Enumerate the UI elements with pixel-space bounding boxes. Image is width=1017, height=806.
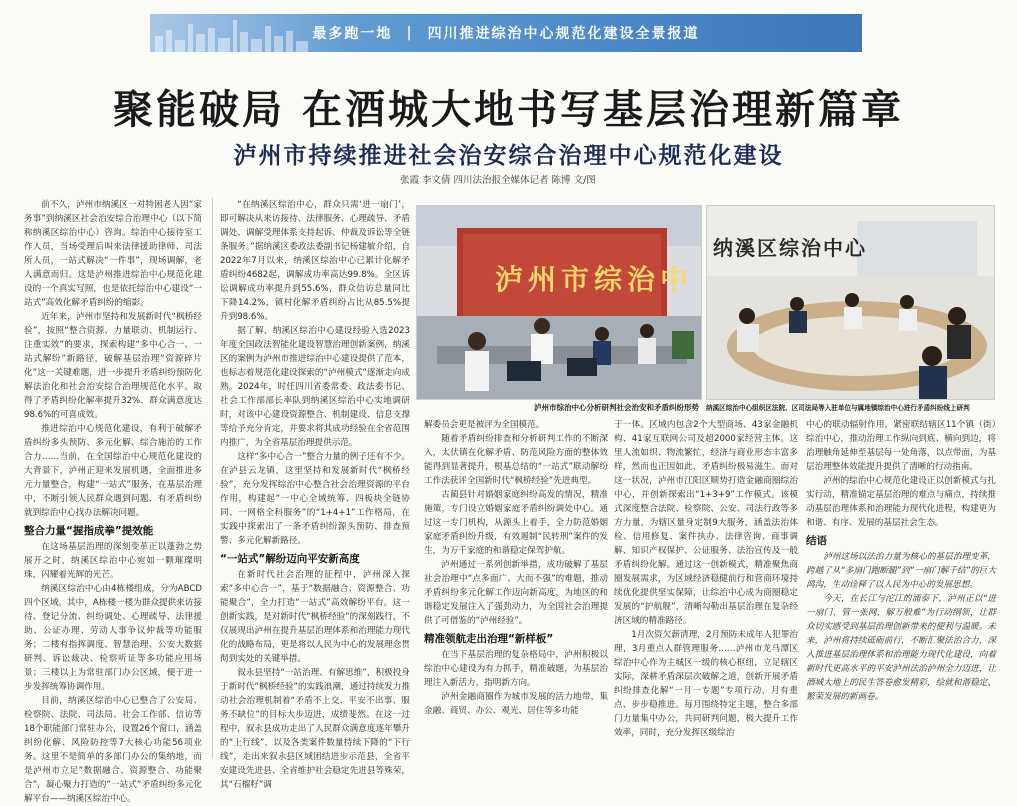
- article-column-2: [220, 198, 410, 790]
- photo-right-sign: 纳溪区综治中心: [713, 236, 867, 260]
- article-column-1: [24, 198, 202, 804]
- paragraph: 泸州通过一系列创新举措，成功破解了基层社会治理中“点多面广、大而不强”的难题，推动矛盾纠纷多元化解工作迈向新高度，为地区的和谐稳定发展注入了强劲动力，为全国社会治理提供了可借鉴的“泸州经验”。: [424, 560, 608, 626]
- photo-right-caption: 纳溪区综治中心组织区法院、区司法局等入驻单位与属地镇综治中心进行矛盾纠纷线上研判: [706, 404, 970, 412]
- meeting-photo-image: [417, 206, 701, 399]
- paragraph: “在纳溪区综治中心，群众只需‘进一扇门’，即可解决从来访接待、法律服务、心理疏导、矛盾调处、调解受理体系支持起诉、仲裁及诉讼等全链条服务。”据纳溪区委政法委副书记杨建敏介绍，自2022年7月以来，纳溪区综治中心已累计化解矛盾纠纷4682起，调解成功率高达99.8%。全区诉讼调解成功率提升到55.6%，群众信访总量同比下降14.2%，镇村化解矛盾纠纷占比从85.5%提升到98.6%。: [220, 200, 410, 322]
- paragraph: 在这场基层治理的深刻变革正以蓬勃之势展开之时，纳溪区综治中心宛如一颗璀璨明珠，闪耀着光辉的光芒。: [24, 542, 202, 580]
- column-divider: [212, 198, 213, 758]
- paragraph: 叙永县坚持“一站治理、有解思维”，积极投身于新时代“枫桥经验”的实践浪潮，通过持续发力推动社会治理机制着“矛盾不上交、平安不出事、服务不缺位”的目标大步迈进，成绩斐然。在这一过程中，叙永县成功走出了人民群众满意度逐年攀升的“上行线”，以及各类案件数量持续下降的“下行线”，走出来叙永县区域团结进步示范县，全省平安建设先进县、全省维护社会稳定先进县等殊荣，其“石榴籽”调: [220, 668, 410, 790]
- paragraph: 泸州这场以法治力量为核心的基层治理变革，跨越了从“多扇门跑断腿”到“一扇门解千结”的巨大鸿沟，生动诠释了以人民为中心的发展思想。: [806, 552, 996, 590]
- paragraph: 泸州的综治中心规范化建设正以创新模式与扎实行动，精准锚定基层治理的难点与痛点，持续推动基层治理体系和治理能力现代化进程，构建更为和谐、有序、发展的基层社会生态。: [806, 476, 996, 528]
- photo-left-caption: 泸州市综治中心分析研判社会治安和矛盾纠纷形势: [534, 403, 699, 412]
- paragraph: 古蔺县针对婚姻家庭纠纷高发的情况，精准施策，专门设立婚姻家庭矛盾纠纷调处中心。通过这一专门机构，从源头上着手，全力防范婚姻家庭矛盾纠纷升级，有效遏制“民转刑”案件的发生，为万千家庭的和谐稳定保驾护航。: [424, 490, 608, 556]
- paragraph: 1月次资欠薪清理，2月预防未成年人犯罪治理，3月重点人群管理服务……泸州市龙马潭区综治中心作为主城区一级的核心枢纽，立足辖区实际，深耕矛盾深层次破解之道，创新开展矛盾纠纷排查化解“一月一专题”专项行动，月有重点、步步稳推进。每月围绕特定主题，整合多部门力量集中办公，共同研判问题，极大提升工作效率，同时，充分发挥区级综治: [614, 630, 798, 738]
- banner-separator: |: [406, 25, 414, 41]
- article-column-5: [806, 418, 996, 760]
- section-heading: 精准领航走出治理“新样板”: [424, 633, 554, 645]
- headline: 聚能破局 在酒城大地书写基层治理新篇章: [113, 87, 904, 133]
- paragraph: 推进综治中心规范化建设，有利于破解矛盾纠纷多头预防、多元化解、综合施治的工作合力……当前，在全国综治中心规范化建设的大背景下，泸州正迎来发展机遇，全面推进多元力量整合，构建“一站式”服务，在基层治理中，不断引领人民群众遇到问题、有矛盾纠纷就到综治中心找办法解决问题。: [24, 424, 202, 518]
- section-heading: 整合力量“握指成拳”提效能: [24, 525, 154, 537]
- paragraph: 在新时代社会治理的征程中，泸州深入探索“多中心合一”，基于“数据融合、资源整合、功能聚合”，全力打造“一站式”高效解纷平台。这一创新实践，是对新时代“枫桥经验”的深刻践行，不仅展现出泸州在提升基层治理体系和治理能力现代化的战略布局，更是将以人民为中心的发展理念贯彻到实处的关键举措。: [220, 570, 410, 664]
- photo-left-sign: 泸州市综治中: [495, 263, 694, 296]
- paragraph: 这样“多中心合一”整合力量的例子还有不少。在泸县云龙镇，这里坚持和发展新时代“枫桥经验”，充分发挥综治中心整合社会治理资源的平台作用，构建起“一中心全域统筹、四板块全链协同、一网格全科服务”的“1+4+1”工作格局，在实践中探索出了一条矛盾纠纷源头预防、排查预警、多元化解新路径。: [220, 452, 410, 546]
- byline: 张霞 李文倩 四川法治报全媒体记者 陈博 文/图: [400, 175, 596, 186]
- paragraph: 中心的联动辐射作用，紧密联结辖区11个镇（街）综治中心，推动治理工作纵向到底、横向到边，将治理触角延伸至基层每一处角落，以点带面，为基层治理整体效能提升提供了清晰的行动指南。: [806, 420, 996, 472]
- paragraph: 随着矛盾纠纷排查和分析研判工作的不断深入，太伏镇在化解矛盾、防范风险方面的整体效能得到显著提升，根基总结的“一站式”联动解纷工作法获评全国新时代“枫桥经验”先进典型。: [424, 434, 608, 486]
- paragraph: 据了解，纳溪区综治中心建设经验入选2023年度全国政法智能化建设智慧治理创新案例，纳溪区的案例为泸州市推进综治中心建设提供了范本，也标志着规范化建设探索的“泸州模式”逐渐走向成熟。2024年，时任四川省委常委、政法委书记、社会工作部部长率队到纳溪区综治中心实地调研时，对该中心建设资源整合、机制建设、信息支撑等给予充分肯定，并要求将其成功经验在全省范围内推广，为全省基层治理提供示范。: [220, 326, 410, 448]
- paragraph: 于一体。区域内包含2个大型商场、43家金融机构、41家互联网公司及超2000家经营主体。这里人流如织、物流繁忙，经济与商业形态丰富多样，然而也正因如此，矛盾纠纷极易滋生。面对这一状况，泸州市江阳区顺势打造金融商圈综治中心，并创新探索出“1+3+9”工作模式。该模式深度整合法院、检察院、公安、司法行政等多方力量，为辖区量身定制9大服务，涵盖法治体检、信用修复、案件执办、法律咨询、商事调解、知识产权保护、公证服务、法治宣传及一般矛盾纠纷化解。通过这一创新模式，精准聚焦商圈发展需求，为区域经济稳健前行和营商环境持续优化提供坚实保障，让综治中心成为商圈稳定发展的“护航舰”，清晰勾勒出基层治理在复杂经济区域的精准路径。: [614, 420, 798, 626]
- section-heading: 结语: [806, 535, 827, 547]
- paragraph: 纳溪区综治中心由4栋楼组成，分为ABCD四个区域。其中，A栋楼一楼为群众提供来访接待、登记分流、纠纷调处、心理疏导、法律援助、公证办理、劳动人事争议仲裁等功能服务；二楼有指挥调度、智慧治理、公安大数据研判、诉讼裁决、检察听证等多功能应用场景；三楼以上为常驻部门办公区域，便于进一步发挥统筹协调作用。: [24, 584, 202, 692]
- paragraph: 泸州金融商圈作为城市发展的活力地带，集金融、商贸、办公、观光、居住等多功能: [424, 692, 608, 716]
- photo-district-center: [706, 205, 995, 400]
- paragraph: 前不久，泸州市纳溪区一对特困老人因“家务事”到纳溪区社会治安综合治理中心（以下简称纳溪区综治中心）咨询。综治中心接待室工作人员，当场受理后叫来法律援助律师、司法所人员，一站式解决“一件事”，现场调解，老人满意而归。这是泸州推进综治中心规范化建设的一个真实写照，也是依托综治中心建设“一站式”高效化解矛盾纠纷的缩影。: [24, 200, 202, 308]
- article-column-3: [424, 418, 608, 760]
- photo-city-center: [416, 205, 702, 400]
- banner-right-text: 四川推进综治中心规范化建设全景报道: [427, 26, 700, 42]
- subheadline: 泸州市持续推进社会治安综合治理中心规范化建设: [233, 143, 784, 169]
- paragraph: 近年来，泸州市坚持和发展新时代“枫桥经验”，按照“整合资源、力量联动、机制运行、注重实效”的要求，探索构建“多中心合一、一站式解纷”新路径，破解基层治理“资源碎片化”这一关键难题，进一步提升矛盾纠纷预防化解法治化和社会治安综合治理规范化水平。取得了矛盾纠纷化解率提升32%、群众满意度达98.6%的可喜成效。: [24, 312, 202, 420]
- paragraph: 今天，在长江与沱江的涌泰下，泸州正以“进一扇门、管一张网、解万般难”为行动纲领，让群众切实感受到基层治理创新带来的便利与温暖。未来，泸州将持续砥砺前行，不断汇聚法治合力，深入推进基层治理体系和治理能力现代化建设，向着新时代更高水平的平安泸州法治泸州全力迈进，让酒城大地上的民生答卷愈发精彩，绘就和谐稳定、繁荣发展的新画卷。: [806, 594, 996, 702]
- paragraph: 解委员会更是被评为全国模范。: [424, 420, 545, 430]
- paragraph: 目前，纳溪区综治中心已整合了公安局、检察院、法院、司法局、社会工作部、信访等18个职能部门常驻办公，设置26个窗口，涵盖纠纷化解、风险防控等7大核心功能56项业务。这里不是简单的多部门办公的集纳地，而是泸州市立足“数据融合、资源整合、功能聚合”，凝心聚力打造的“一站式”矛盾纠纷多元化解平台——纳溪区综治中心。: [24, 696, 202, 804]
- paragraph: 在当下基层治理的复杂格局中，泸州积极以综治中心建设为有力抓手，精准破题，为基层治理注入新活力，指明新方向。: [424, 650, 608, 688]
- banner-left-text: 最多跑一地: [312, 26, 393, 42]
- section-banner: [150, 14, 862, 52]
- section-heading: “一站式”解纷迈向平安新高度: [220, 553, 360, 565]
- article-column-4: [614, 418, 798, 760]
